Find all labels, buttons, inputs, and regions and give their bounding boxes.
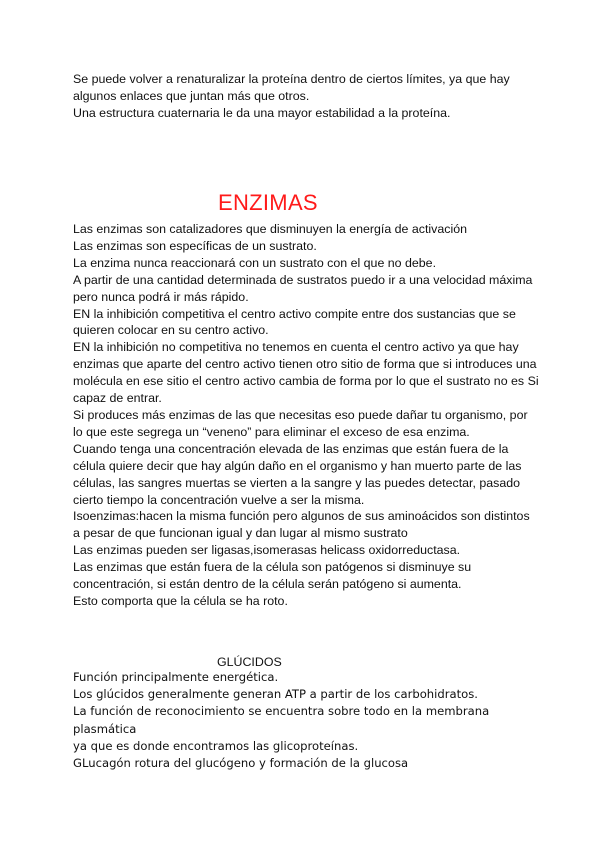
text-line: cierto tiempo la concentración vuelve a ser la misma. bbox=[73, 492, 365, 507]
section-title-enzimas: ENZIMAS bbox=[218, 190, 318, 215]
text-line: ya que es donde encontramos las glicoproteínas. bbox=[73, 738, 359, 753]
text-line: A partir de una cantidad determinada de sustratos puedo ir a una velocidad máxima bbox=[73, 272, 533, 287]
text-line: Se puede volver a renaturalizar la proteína dentro de ciertos límites, ya que hay bbox=[73, 72, 510, 86]
text-line: Las enzimas pueden ser ligasas,isomerasas helicass oxidorreductasa. bbox=[73, 543, 461, 558]
text-line: capaz de entrar. bbox=[73, 391, 162, 406]
text-line: La función de reconocimiento se encuentra sobre todo en la membrana plasmática bbox=[73, 704, 493, 736]
text-line: células, las sangres muertas se vierten a la sangre y las puedes detectar, pasado bbox=[73, 475, 521, 490]
section-title-glucidos: GLÚCIDOS bbox=[217, 655, 282, 669]
text-line: EN la inhibición no competitiva no tenemos en cuenta el centro activo ya que hay bbox=[73, 340, 519, 355]
text-line: Función principalmente energética. bbox=[73, 670, 279, 684]
enzimas-body bbox=[73, 221, 543, 610]
text-line: Cuando tenga una concentración elevada de las enzimas que están fuera de la bbox=[73, 441, 509, 456]
text-line: Las enzimas que están fuera de la célula son patógenos si disminuye su bbox=[73, 560, 472, 575]
text-line: concentración, si están dentro de la célula serán patógeno si aumenta. bbox=[73, 577, 462, 592]
text-line: a pesar de que funcionan igual y dan lugar al mismo sustrato bbox=[73, 526, 408, 541]
text-line: Las enzimas son específicas de un sustrato. bbox=[73, 238, 317, 253]
text-line: Esto comporta que la célula se ha roto. bbox=[73, 593, 288, 608]
text-line: EN la inhibición competitiva el centro activo compite entre dos sustancias que se bbox=[73, 306, 516, 321]
text-line: molécula en ese sitio el centro activo cambia de forma por lo que el sustrato no es Si bbox=[73, 374, 539, 389]
text-line: La enzima nunca reaccionará con un sustrato con el que no debe. bbox=[73, 255, 437, 270]
text-line: GLucagón rotura del glucógeno y formación de la glucosa bbox=[73, 756, 409, 771]
text-line: Las enzimas son catalizadores que disminuyen la energía de activación bbox=[73, 222, 467, 236]
text-line: Los glúcidos generalmente generan ATP a partir de los carbohidratos. bbox=[73, 687, 478, 702]
text-line: pero nunca podrá ir más rápido. bbox=[73, 289, 249, 304]
text-line: algunos enlaces que juntan más que otros. bbox=[73, 88, 310, 103]
text-line: Isoenzimas:hacen la misma función pero algunos de sus aminoácidos son distintos bbox=[73, 509, 530, 524]
text-line: lo que este segrega un “veneno” para eliminar el exceso de esa enzima. bbox=[73, 424, 470, 439]
text-line: célula quiere decir que hay algún daño en el organismo y han muerto parte de las bbox=[73, 458, 522, 473]
glucidos-body bbox=[73, 669, 543, 772]
text-line: Si produces más enzimas de las que necesitas eso puede dañar tu organismo, por bbox=[73, 407, 528, 422]
text-line: quieren colocar en su centro activo. bbox=[73, 323, 269, 338]
text-line: Una estructura cuaternaria le da una mayor estabilidad a la proteína. bbox=[73, 105, 451, 120]
text-line: enzimas que aparte del centro activo tienen otro sitio de forma que si introduces una bbox=[73, 357, 537, 372]
intro-paragraph bbox=[73, 71, 543, 122]
